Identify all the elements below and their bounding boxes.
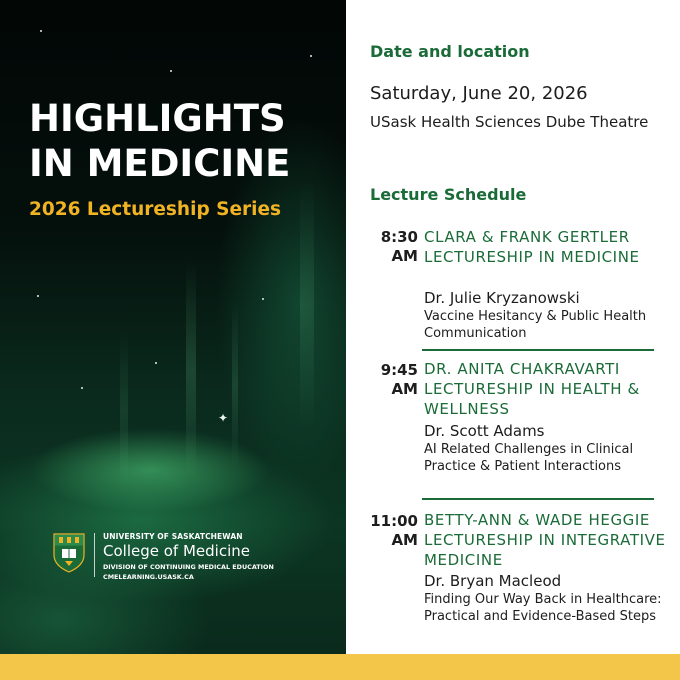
schedule-divider <box>422 498 654 500</box>
logo-divider <box>94 533 95 577</box>
lecture-time: 8:30 AM <box>380 228 418 265</box>
lecture-time: 9:45 AM <box>380 361 418 398</box>
website-url: CMELEARNING.USASK.CA <box>103 573 194 581</box>
title-line-1: HIGHLIGHTS <box>29 97 286 140</box>
schedule-divider <box>422 349 654 351</box>
lectureship-name: BETTY-ANN & WADE HEGGIE LECTURESHIP IN INTEGRATIVE MEDICINE <box>424 511 666 569</box>
division-name: DIVISION OF CONTINUING MEDICAL EDUCATION <box>103 563 274 571</box>
event-venue: USask Health Sciences Dube Theatre <box>370 113 649 131</box>
star <box>40 30 42 32</box>
aurora-background-panel <box>0 0 346 654</box>
lecture-time: 11:00 AM <box>370 512 418 549</box>
event-details-panel <box>346 0 680 654</box>
schedule-heading: Lecture Schedule <box>370 185 527 204</box>
lectureship-name: CLARA & FRANK GERTLER LECTURESHIP IN MEDICINE <box>424 228 640 266</box>
series-subtitle: 2026 Lectureship Series <box>29 199 282 220</box>
aurora-streak <box>232 300 238 470</box>
university-name: UNIVERSITY OF SASKATCHEWAN <box>103 532 243 541</box>
aurora-streak <box>186 260 196 480</box>
usask-shield-icon <box>53 533 85 573</box>
lecture-topic: Finding Our Way Back in Healthcare: Practical and Evidence-Based Steps <box>424 592 662 624</box>
lectureship-name: DR. ANITA CHAKRAVARTI LECTURESHIP IN HEALTH & WELLNESS <box>424 360 640 418</box>
poster-title <box>29 96 290 186</box>
star <box>310 55 312 57</box>
star <box>170 70 172 72</box>
speaker-name: Dr. Scott Adams <box>424 422 545 440</box>
sparkle-star-icon: ✦ <box>218 411 229 425</box>
college-logo <box>53 533 333 593</box>
college-name: College of Medicine <box>103 542 250 560</box>
aurora-streak <box>120 330 128 490</box>
title-line-2: IN MEDICINE <box>29 142 291 185</box>
event-date: Saturday, June 20, 2026 <box>370 83 588 104</box>
speaker-name: Dr. Bryan Macleod <box>424 572 562 590</box>
bottom-accent-bar <box>0 654 680 680</box>
star <box>81 387 83 389</box>
lecture-topic: Vaccine Hesitancy & Public Health Communication <box>424 309 647 341</box>
star <box>155 362 157 364</box>
date-location-heading: Date and location <box>370 42 530 61</box>
speaker-name: Dr. Julie Kryzanowski <box>424 289 580 307</box>
lecture-topic: AI Related Challenges in Clinical Practice & Patient Interactions <box>424 442 634 474</box>
star <box>37 295 39 297</box>
aurora-streak <box>300 180 314 430</box>
star <box>262 298 264 300</box>
